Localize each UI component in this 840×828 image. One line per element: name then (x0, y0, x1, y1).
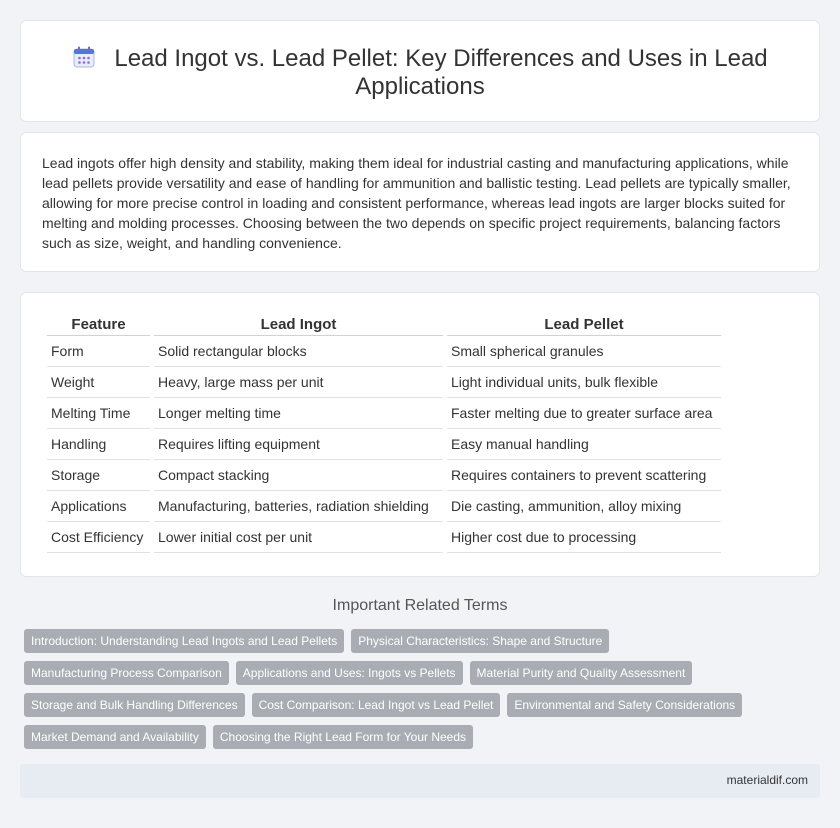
comparison-card (20, 292, 820, 577)
tag-row (24, 693, 814, 717)
feature-cell: Applications (47, 491, 150, 522)
related-terms-title: Important Related Terms (332, 597, 508, 614)
pellet-cell: Faster melting due to greater surface area (447, 398, 721, 429)
related-terms-list (24, 629, 814, 757)
comparison-table (43, 314, 725, 553)
ingot-cell: Heavy, large mass per unit (154, 367, 443, 398)
table-row (47, 522, 721, 553)
ingot-cell: Longer melting time (154, 398, 443, 429)
related-term-tag[interactable]: Cost Comparison: Lead Ingot vs Lead Pellet (252, 693, 501, 717)
page-title-text: Lead Ingot vs. Lead Pellet: Key Differences and Uses in Lead Applications (114, 45, 768, 100)
pellet-cell: Easy manual handling (447, 429, 721, 460)
related-term-tag[interactable]: Material Purity and Quality Assessment (470, 661, 693, 685)
intro-card (20, 132, 820, 272)
feature-cell: Handling (47, 429, 150, 460)
table-row (47, 429, 721, 460)
related-term-tag[interactable]: Storage and Bulk Handling Differences (24, 693, 245, 717)
pellet-cell: Light individual units, bulk flexible (447, 367, 721, 398)
related-term-tag[interactable]: Market Demand and Availability (24, 725, 206, 749)
table-row (47, 398, 721, 429)
pellet-cell: Die casting, ammunition, alloy mixing (447, 491, 721, 522)
tag-row (24, 725, 814, 749)
feature-cell: Melting Time (47, 398, 150, 429)
feature-cell: Storage (47, 460, 150, 491)
related-term-tag[interactable]: Choosing the Right Lead Form for Your Needs (213, 725, 473, 749)
ingot-cell: Manufacturing, batteries, radiation shielding (154, 491, 443, 522)
table-row (47, 367, 721, 398)
header-lead-pellet: Lead Pellet (447, 314, 721, 336)
pellet-cell: Small spherical granules (447, 336, 721, 367)
ingot-cell: Solid rectangular blocks (154, 336, 443, 367)
calendar-icon (72, 45, 96, 69)
table-row (47, 491, 721, 522)
tag-row (24, 629, 814, 653)
related-term-tag[interactable]: Introduction: Understanding Lead Ingots and Lead Pellets (24, 629, 344, 653)
ingot-cell: Lower initial cost per unit (154, 522, 443, 553)
footer (20, 764, 820, 798)
footer-site-link[interactable]: materialdif.com (726, 773, 808, 787)
feature-cell: Form (47, 336, 150, 367)
tag-row (24, 661, 814, 685)
table-row (47, 460, 721, 491)
feature-cell: Cost Efficiency (47, 522, 150, 553)
related-term-tag[interactable]: Environmental and Safety Considerations (507, 693, 742, 717)
pellet-cell: Higher cost due to processing (447, 522, 721, 553)
page-title (61, 45, 779, 101)
related-term-tag[interactable]: Physical Characteristics: Shape and Structure (351, 629, 609, 653)
header-feature: Feature (47, 314, 150, 336)
related-term-tag[interactable]: Applications and Uses: Ingots vs Pellets (236, 661, 463, 685)
ingot-cell: Requires lifting equipment (154, 429, 443, 460)
intro-paragraph: Lead ingots offer high density and stability, making them ideal for industrial casting and manufacturing applications, while lead pellets provide versatility and ease of handling for ammunition and ballistic testing. Lead pellets are typically smaller, allowing for more precise control in loading and consistent performance, whereas lead ingots are larger blocks suited for melting and molding processes. Choosing between the two depends on specific project requirements, balancing factors such as size, weight, and handling convenience. (42, 155, 791, 251)
feature-cell: Weight (47, 367, 150, 398)
related-term-tag[interactable]: Manufacturing Process Comparison (24, 661, 229, 685)
header-lead-ingot: Lead Ingot (154, 314, 443, 336)
table-header-row (47, 314, 721, 336)
table-row (47, 336, 721, 367)
ingot-cell: Compact stacking (154, 460, 443, 491)
pellet-cell: Requires containers to prevent scattering (447, 460, 721, 491)
header-card (20, 20, 820, 122)
